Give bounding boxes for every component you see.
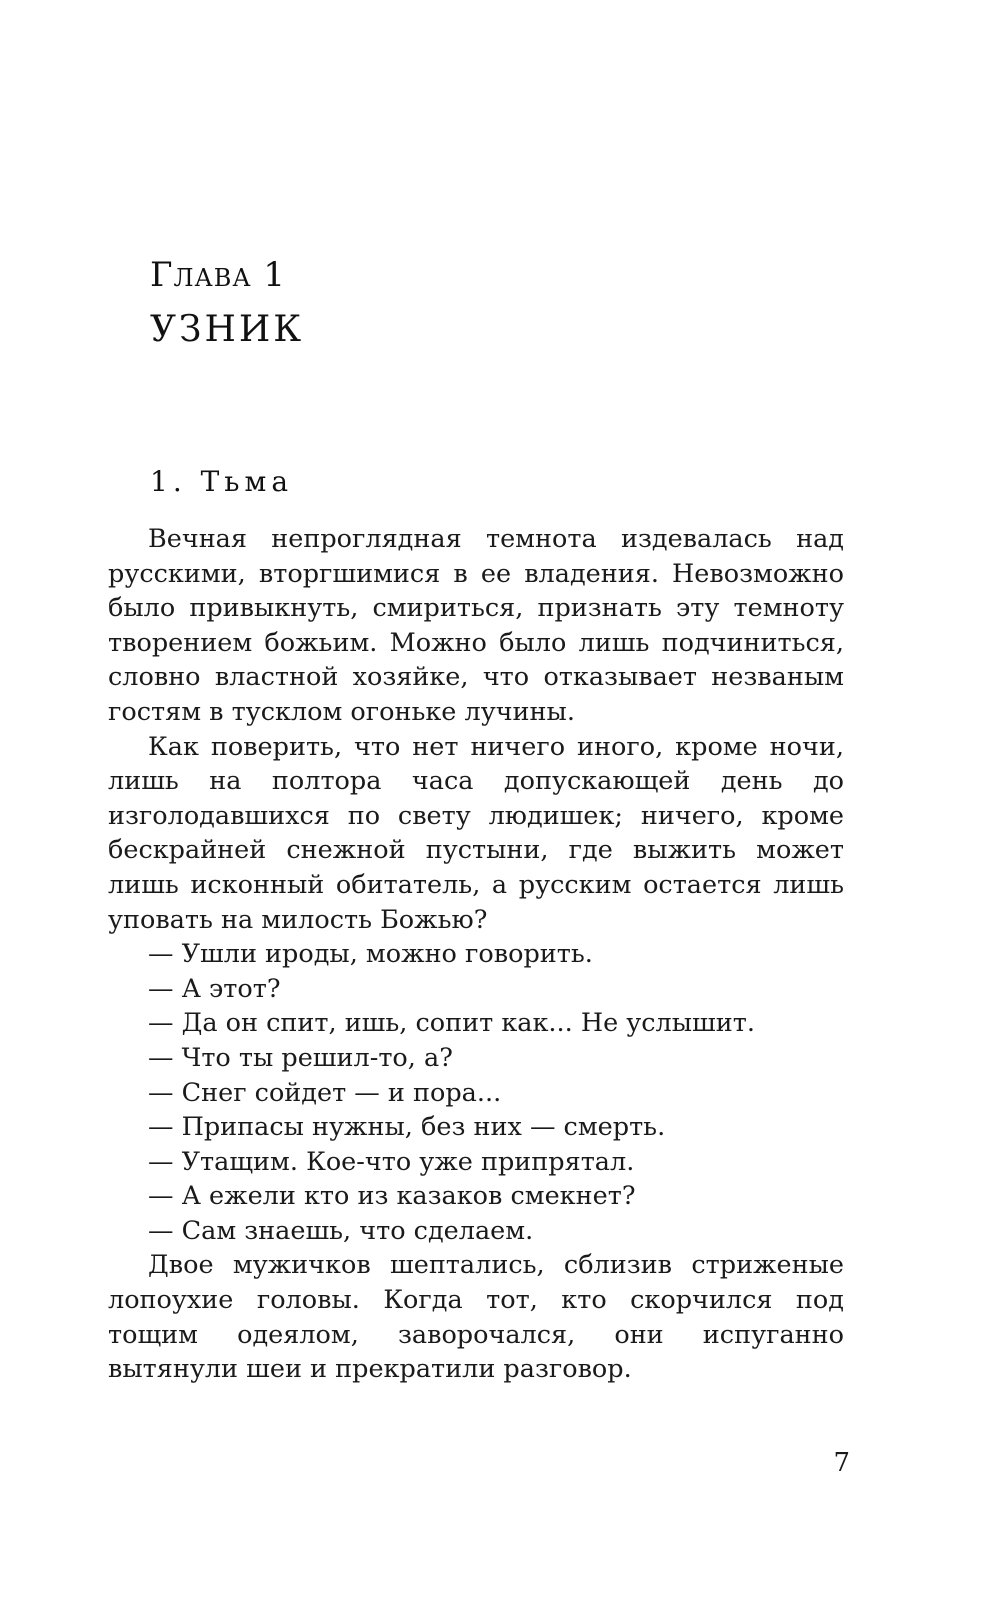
dialogue-line: — Снег сойдет — и пора... bbox=[148, 1077, 502, 1108]
dialogue-line: — А этот? bbox=[148, 973, 281, 1004]
page-number: 7 bbox=[833, 1448, 850, 1478]
dialogue-line: — Утащим. Кое-что уже припрятал. bbox=[148, 1146, 635, 1177]
chapter-title: УЗНИК bbox=[150, 309, 305, 350]
dialogue-line: — Да он спит, ишь, сопит как... Не услышит. bbox=[148, 1008, 755, 1039]
chapter-label: Глава 1 bbox=[150, 255, 286, 295]
dialogue-line: — Сам знаешь, что сделаем. bbox=[148, 1215, 534, 1246]
paragraph: Двое мужичков шептались, сблизив стриженые лопоухие головы. Когда тот, кто скорчился под тощим одеялом, заворочался, они испуганно вытянули шеи и прекратили разговор. bbox=[108, 1250, 844, 1385]
dialogue-line: — Припасы нужны, без них — смерть. bbox=[148, 1112, 666, 1143]
paragraph: Вечная непроглядная темнота издевалась над русскими, вторгшимися в ее владения. Невозможно было привыкнуть, смириться, признать эту темноту творением божьим. Можно было лишь подчиниться, словно властной хозяйке, что отказывает незваным гостям в тусклом огоньке лучины. bbox=[108, 524, 844, 727]
paragraph: Как поверить, что нет ничего иного, кроме ночи, лишь на полтора часа допускающей день до изголодавшихся по свету людишек; ничего, кроме бескрайней снежной пустыни, где выжить может лишь исконный обитатель, а русским остается лишь уповать на милость Божью? bbox=[108, 731, 844, 935]
dialogue-line: — А ежели кто из казаков смекнет? bbox=[148, 1181, 636, 1212]
dialogue-line: — Что ты решил-то, а? bbox=[148, 1042, 453, 1073]
dialogue-line: — Ушли ироды, можно говорить. bbox=[148, 939, 593, 970]
section-heading: 1. Тьма bbox=[150, 465, 294, 498]
body-text bbox=[108, 522, 844, 1387]
